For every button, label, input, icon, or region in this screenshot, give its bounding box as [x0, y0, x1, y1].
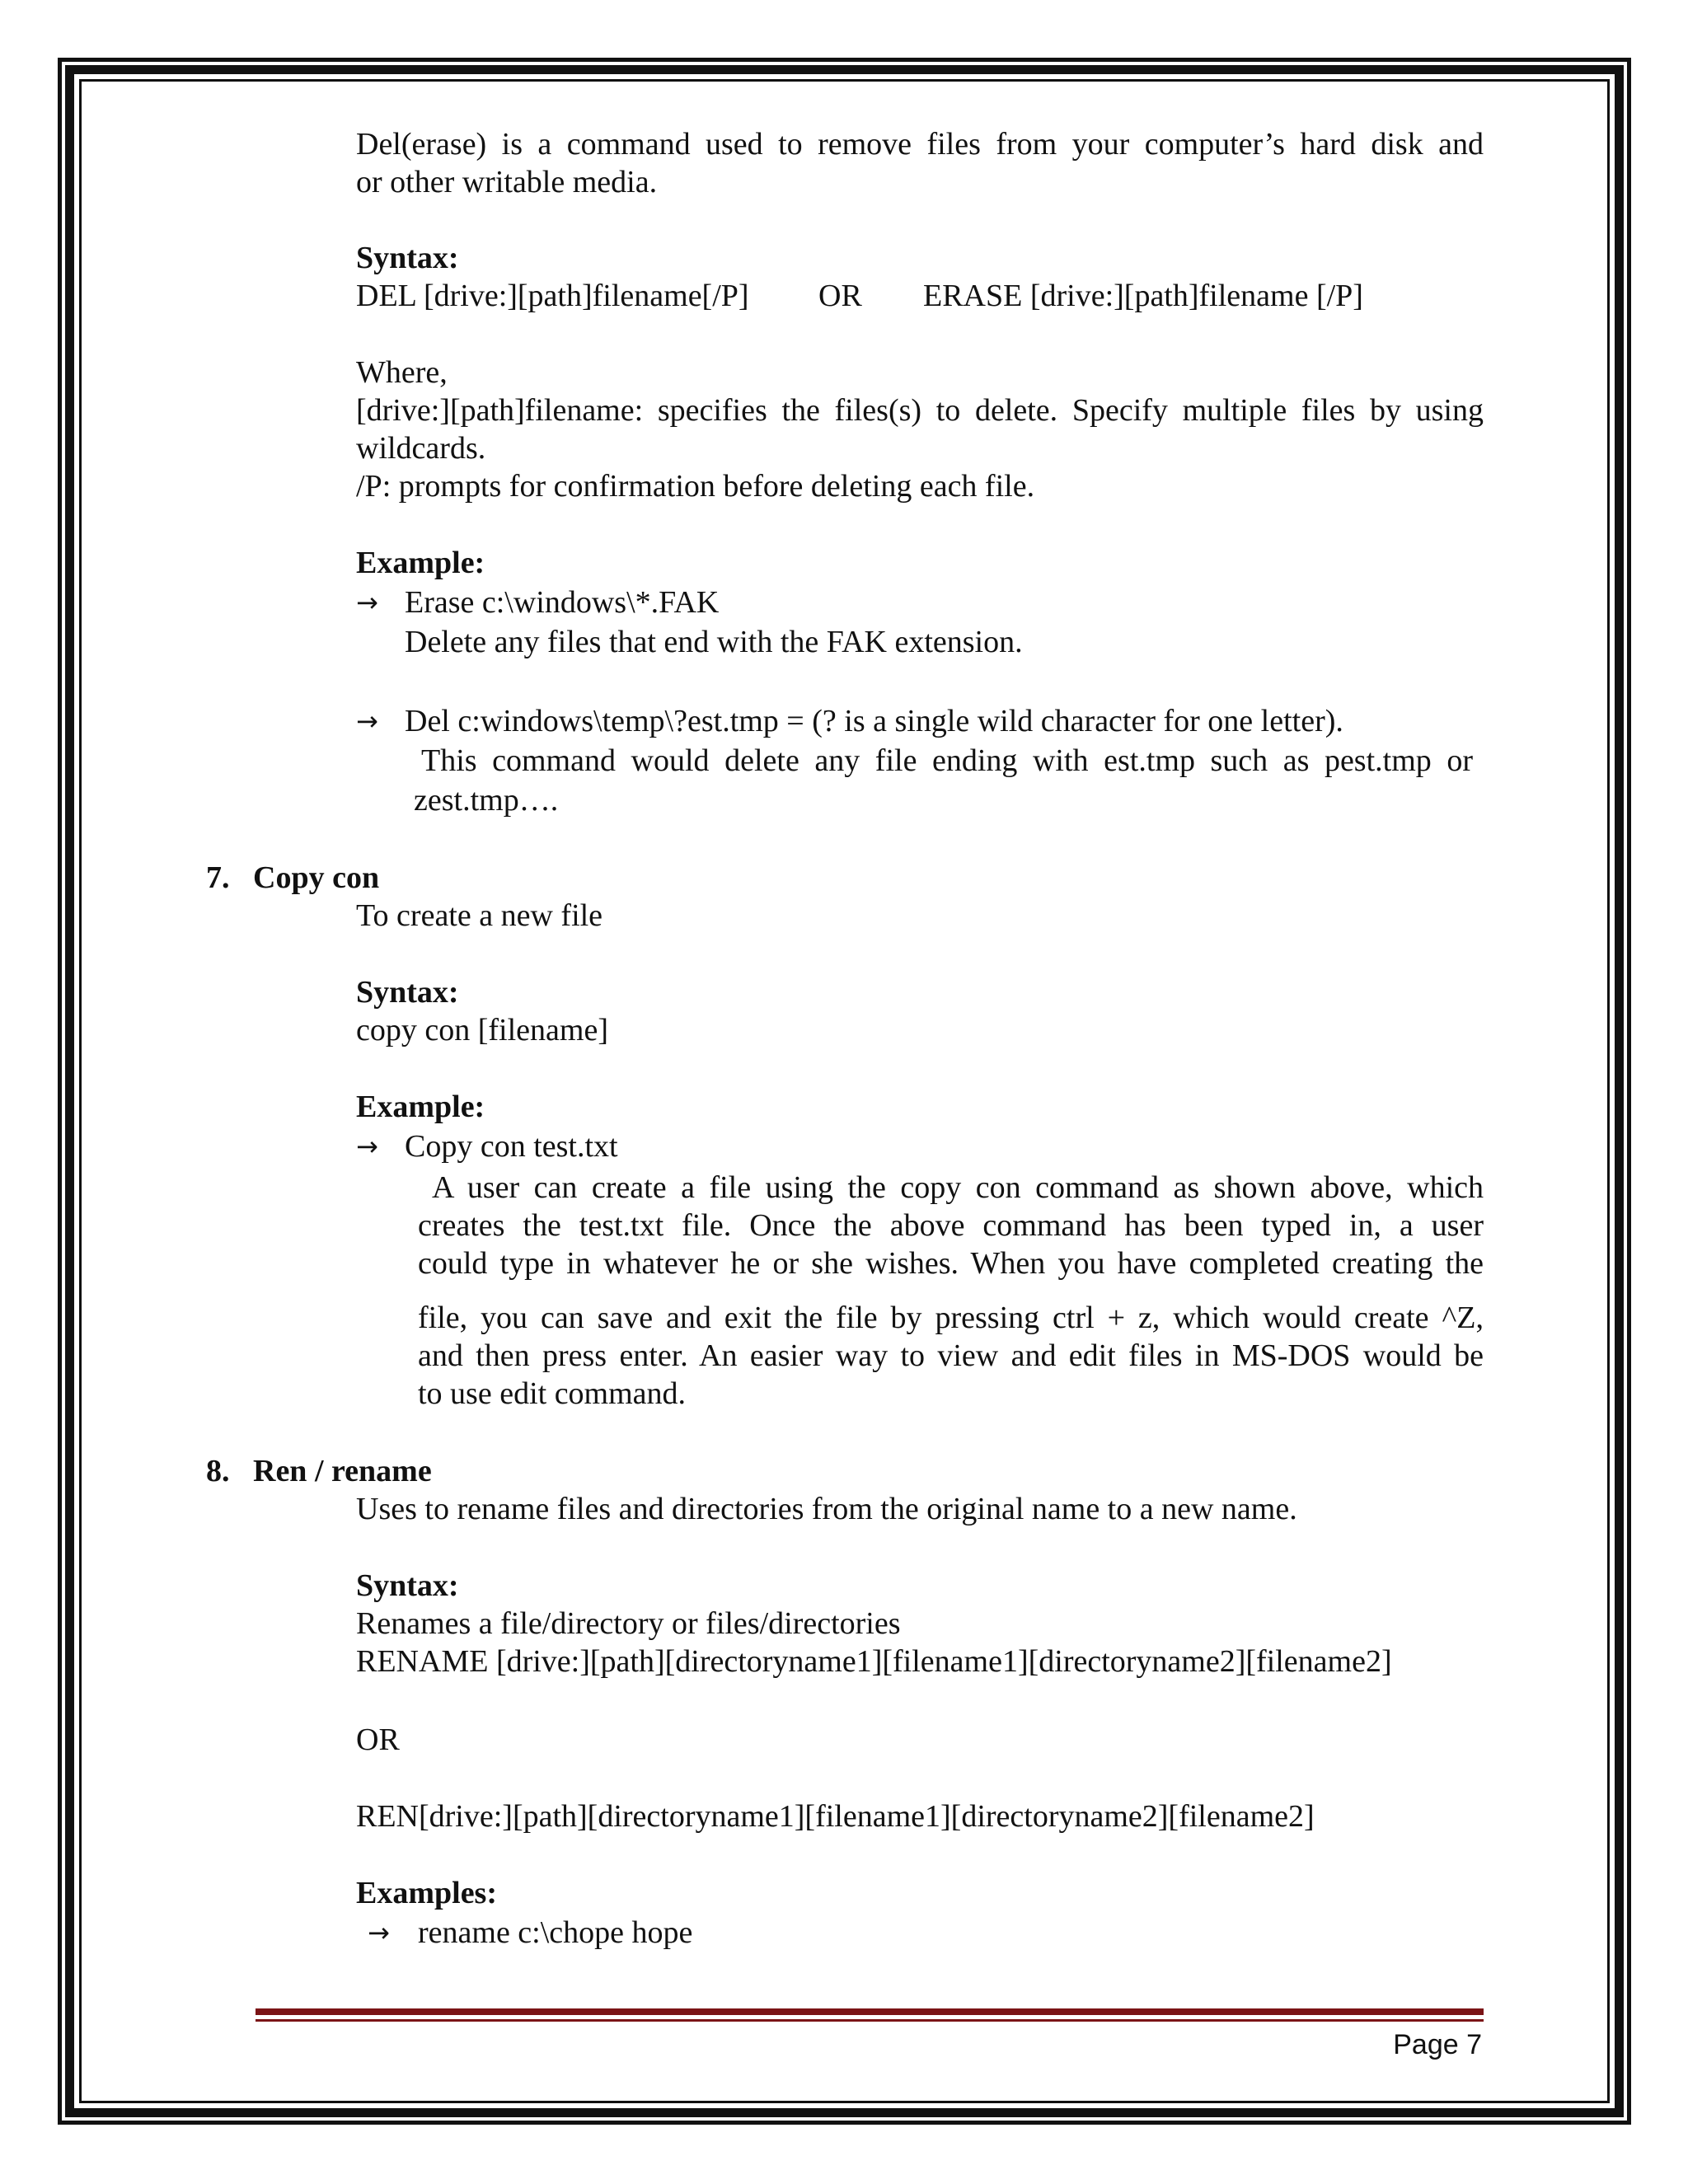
rename-syntax-description: Renames a file/directory or files/directories [356, 1606, 901, 1641]
copycon-heading: 7. Copy con [206, 860, 380, 895]
arrow-icon: → [356, 1131, 378, 1162]
del-where: Where, [356, 355, 448, 390]
copycon-description-line-4: file, you can save and exit the file by pressing ctrl + z, which would create ^Z, [418, 1301, 1484, 1335]
copycon-syntax: copy con [filename] [356, 1013, 608, 1047]
rename-examples-heading: Examples: [356, 1876, 497, 1910]
rename-heading: 8. Ren / rename [206, 1454, 432, 1488]
del-example-2-command: Del c:windows\temp\?est.tmp = (? is a single wild character for one letter). [405, 704, 1343, 738]
del-param-1-line-2: wildcards. [356, 431, 486, 466]
arrow-icon: → [368, 1917, 390, 1948]
rename-syntax-heading: Syntax: [356, 1568, 459, 1603]
del-param-2: /P: prompts for confirmation before deleting each file. [356, 469, 1035, 504]
del-example-2-description-line-1: This command would delete any file ending with est.tmp such as pest.tmp or [421, 743, 1473, 778]
copycon-intro: To create a new file [356, 898, 603, 933]
del-param-1-line-1: [drive:][path]filename: specifies the files(s) to delete. Specify multiple files by using [356, 393, 1484, 428]
copycon-example-command: Copy con test.txt [405, 1129, 618, 1164]
del-example-1-command: Erase c:\windows\*.FAK [405, 585, 720, 620]
copycon-example-heading: Example: [356, 1090, 485, 1124]
arrow-icon: → [356, 705, 378, 737]
copycon-description-line-6: to use edit command. [418, 1376, 687, 1411]
del-example-heading: Example: [356, 546, 485, 580]
page-number: Page 7 [1393, 2029, 1482, 2060]
del-intro-line-1: Del(erase) is a command used to remove files from your computer’s hard disk and [356, 127, 1484, 162]
del-example-1-description: Delete any files that end with the FAK extension. [405, 625, 1023, 659]
rename-syntax-or: OR [356, 1722, 400, 1757]
del-syntax-erase: ERASE [drive:][path]filename [/P] [923, 279, 1363, 313]
footer-rule-thick [256, 2008, 1484, 2015]
del-syntax-del: DEL [drive:][path]filename[/P] [356, 279, 749, 313]
copycon-description-line-5: and then press enter. An easier way to view and edit files in MS-DOS would be [418, 1338, 1484, 1373]
del-intro-line-2: or other writable media. [356, 165, 658, 199]
del-syntax-heading: Syntax: [356, 241, 459, 275]
rename-example-command: rename c:\chope hope [418, 1915, 693, 1950]
rename-syntax-ren: REN[drive:][path][directoryname1][filename1][directoryname2][filename2] [356, 1799, 1315, 1834]
del-syntax-or: OR [818, 279, 862, 313]
del-example-2-description-line-2: zest.tmp…. [414, 783, 559, 818]
copycon-syntax-heading: Syntax: [356, 975, 459, 1010]
footer-rule-thin [256, 2019, 1484, 2022]
rename-intro: Uses to rename files and directories from the original name to a new name. [356, 1492, 1297, 1526]
copycon-description-line-2: creates the test.txt file. Once the above command has been typed in, a user [418, 1208, 1484, 1243]
copycon-description-line-1: A user can create a file using the copy con command as shown above, which [432, 1170, 1484, 1205]
copycon-description-line-3: could type in whatever he or she wishes. When you have completed creating the [418, 1246, 1484, 1281]
rename-syntax-rename: RENAME [drive:][path][directoryname1][filename1][directoryname2][filename2] [356, 1644, 1392, 1679]
arrow-icon: → [356, 587, 378, 618]
